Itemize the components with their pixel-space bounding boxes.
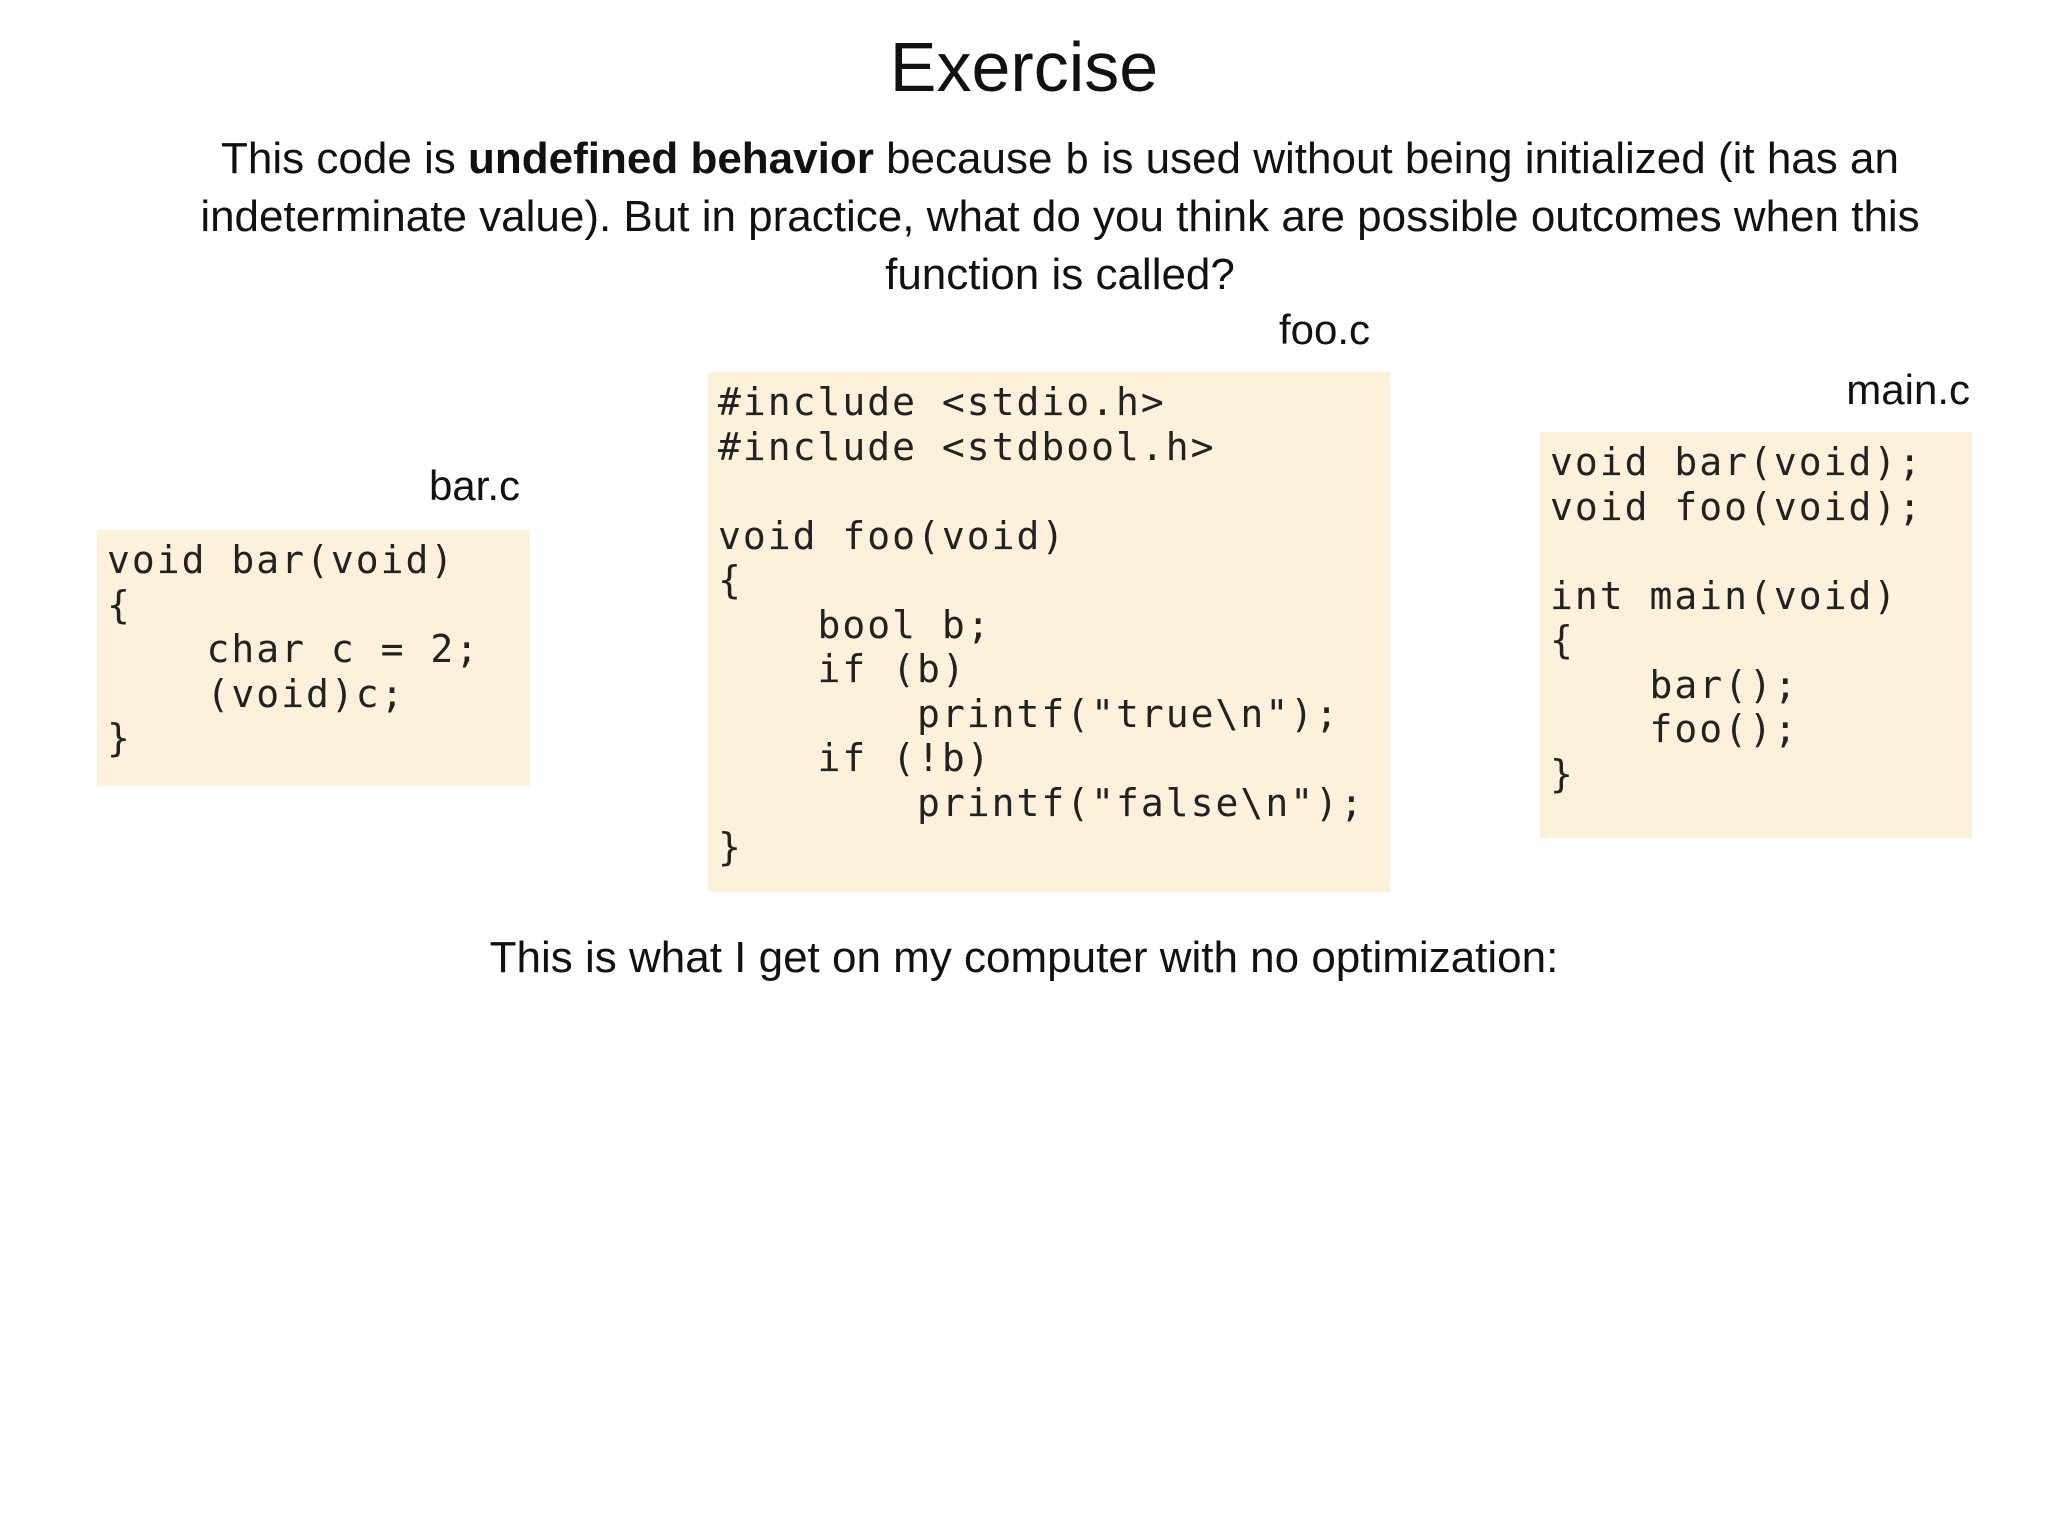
main-code-block xyxy=(1540,432,1972,838)
bar-file-label: bar.c xyxy=(428,462,520,509)
slide-title: Exercise xyxy=(889,28,1159,106)
bar-code: void bar(void) { char c = 2; (void)c; } xyxy=(107,538,481,760)
intro-text-middle: because xyxy=(873,134,1065,183)
intro-text-end: is used without being initialized (it has an indeterminate value). But in practice, what do you think are possible outcomes when this function is called? xyxy=(200,134,1920,299)
main-code: void bar(void); void foo(void); int main(void) { bar(); foo(); } xyxy=(1550,440,1924,796)
foo-code-block xyxy=(708,372,1390,892)
result-caption: This is what I get on my computer with no optimization: xyxy=(489,933,1559,982)
bar-code-block xyxy=(97,530,530,786)
intro-text-start: This code is xyxy=(221,134,469,183)
intro-paragraph xyxy=(160,130,1960,304)
foo-file-label: foo.c xyxy=(1278,306,1370,353)
intro-inline-code: b xyxy=(1064,135,1090,183)
main-file-label: main.c xyxy=(1846,366,1970,413)
foo-code: #include <stdio.h> #include <stdbool.h> void foo(void) { bool b; if (b) printf("true\n"); if (!b) printf("false\n"); } xyxy=(718,380,1365,869)
intro-bold-term: undefined behavior xyxy=(468,134,874,183)
